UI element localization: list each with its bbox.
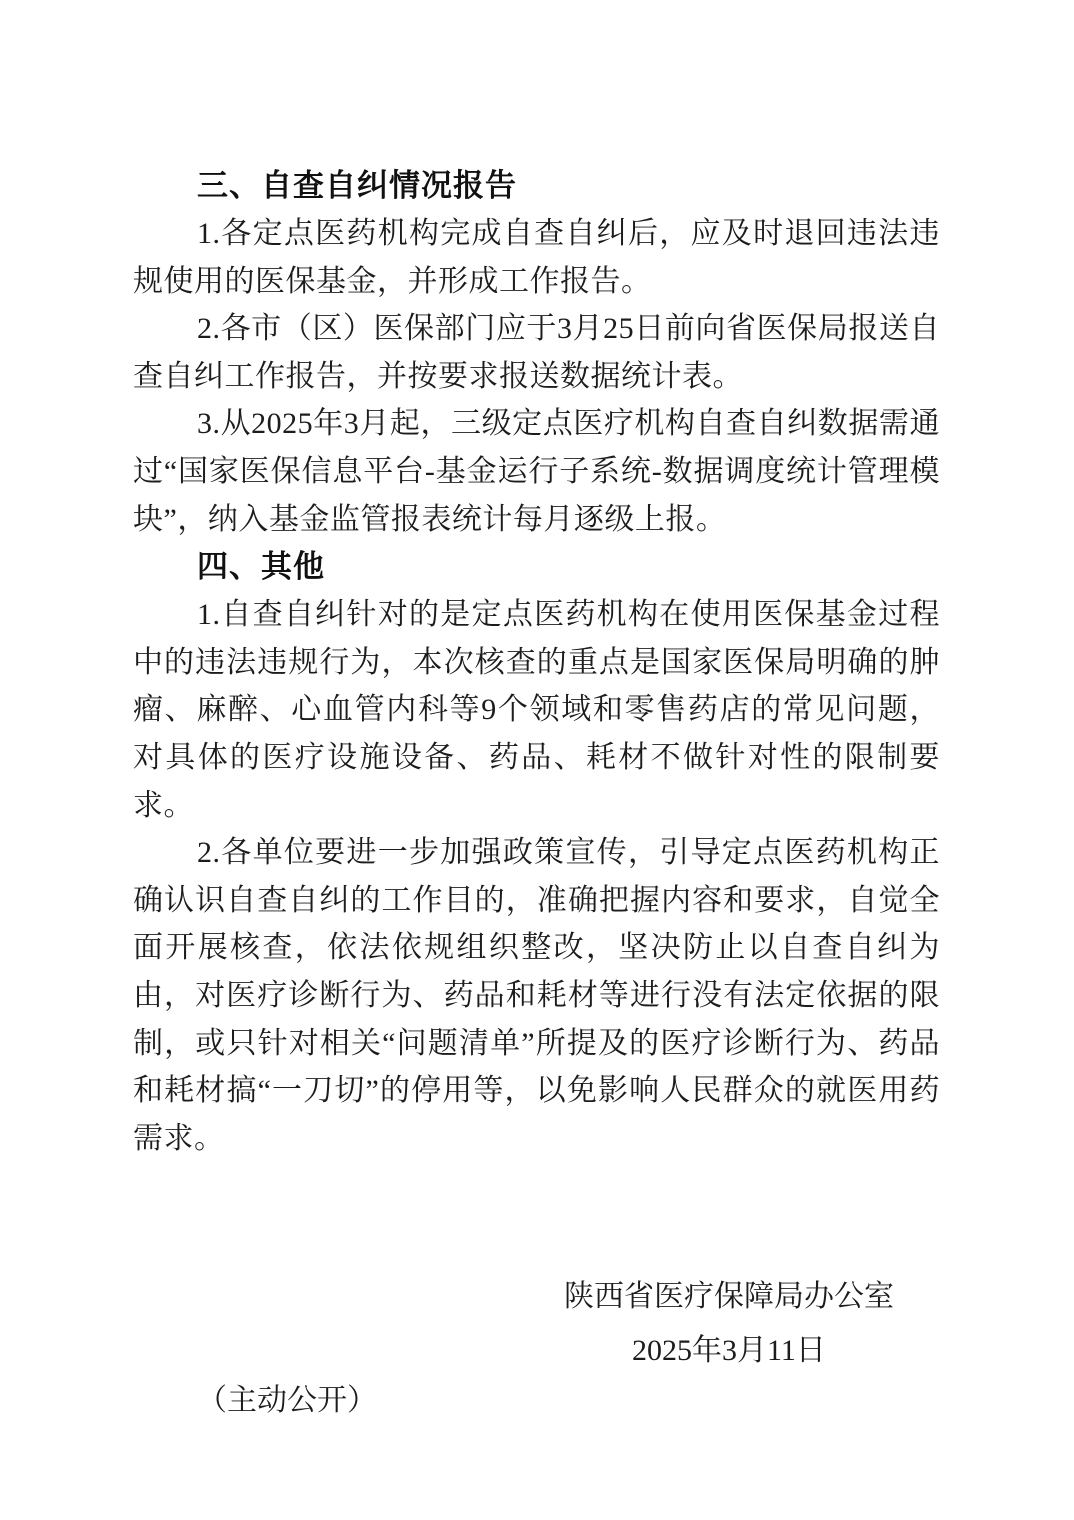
paragraph-data-platform: 3.从2025年3月起，三级定点医疗机构自查自纠数据需通过“国家医保信息平台-基金运行子系统-数据调度统计管理模块”，纳入基金监管报表统计每月逐级上报。 [133,407,940,536]
paragraph-policy-publicity: 2.各单位要进一步加强政策宣传，引导定点医药机构正确认识自查自纠的工作目的，准确把握内容和要求，自觉全面开展核查，依法依规组织整改，坚决防止以自查自纠为由，对医疗诊断行为、药品和耗材等进行没有法定依据的限制，或只针对相关“问题清单”所提及的医疗诊断行为、药品和耗材搞“一刀切”的停用等，以免影响人民群众的就医用药需求。 [133,836,940,1155]
document-body [133,162,940,1424]
signature-date: 2025年3月11日 [632,1334,826,1368]
paragraph-scope-of-check: 1.自查自纠针对的是定点医药机构在使用医保基金过程中的违法违规行为，本次核查的重点是国家医保局明确的肿瘤、麻醉、心血管内科等9个领域和零售药店的常见问题，对具体的医疗设施设备、药品、耗材不做针对性的限制要求。 [133,598,940,822]
paragraph-return-funds: 1.各定点医药机构完成自查自纠后，应及时退回违法违规使用的医保基金，并形成工作报告。 [133,217,940,298]
section-heading-other: 四、其他 [197,549,325,585]
paragraph-report-deadline: 2.各市（区）医保部门应于3月25日前向省医保局报送自查自纠工作报告，并按要求报送数据统计表。 [133,312,940,393]
section-heading-self-check-report: 三、自查自纠情况报告 [197,168,517,203]
signature-org: 陕西省医疗保障局办公室 [564,1280,894,1314]
disclosure-note: （主动公开） [197,1384,377,1418]
signature-block [564,1270,894,1378]
